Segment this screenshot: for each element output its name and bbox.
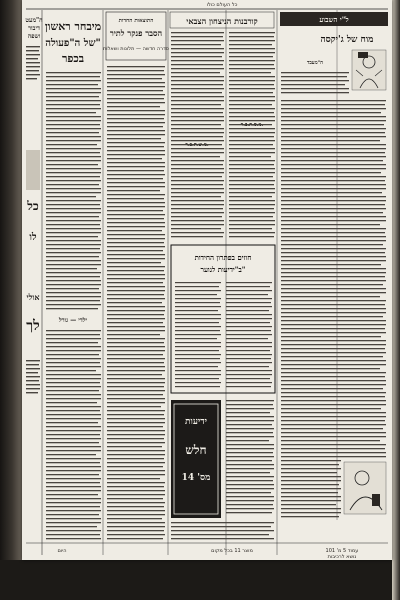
body-text-col3 (171, 32, 224, 237)
body-text-col4 (229, 32, 275, 237)
footer-ad-left: מוצר 11 בכל מקום (211, 548, 253, 554)
right-headline: מוח של ג'יקסה (320, 35, 374, 45)
far-left-ad-2: לו (29, 232, 37, 243)
far-left-title-1: ה"מעט (25, 17, 43, 24)
footer-right: עמוד 5 מ' 101 (325, 548, 359, 554)
far-left-text-lines (26, 46, 40, 393)
promo-brand: ידיעות (185, 417, 207, 427)
puzzle-box-lists (175, 282, 272, 387)
body-text-left-lower (46, 330, 101, 539)
center-headline: קורבנות הניצחון הצבאי (186, 16, 258, 26)
far-left-ad-3: אולי (26, 292, 40, 302)
scan-background (0, 560, 400, 600)
body-text-left (46, 72, 101, 309)
feature-left-headline (45, 20, 101, 65)
far-left-strip (25, 17, 43, 393)
promo-tag: מס' 14 (181, 473, 211, 483)
right-top-label-2: ה"מעבד (306, 60, 324, 66)
footer-left: היום (57, 548, 67, 554)
promo-sub: חלש (185, 443, 207, 457)
banner-subtitle: סדרה חדשה — תלונות ושאלות (102, 46, 170, 52)
center-subhead-1: מ.ש.ת.ב.ר. (185, 142, 209, 148)
right-top-label: ל"י השבוע (319, 15, 349, 24)
puzzle-box-title-2: ב"ידיעות לנוער" (200, 265, 246, 274)
far-left-title-3: ושפה (27, 33, 41, 40)
feature-headline-1: מיבחר ראשון (44, 20, 102, 33)
far-left-ad-1: כל (27, 199, 39, 213)
next-page-edge (392, 0, 400, 600)
book-binding (0, 0, 22, 600)
body-text-right (281, 72, 386, 517)
puzzle-box-title-1: חוזים בפתרון החידות (194, 253, 252, 262)
feature-headline-2: של ה"פעולה" (45, 38, 101, 49)
page-layout (22, 0, 392, 560)
newspaper-page (22, 0, 392, 560)
feature-headline-3: בכפר (61, 52, 85, 65)
running-head: כל העולם כולו (206, 2, 238, 8)
far-left-ad-block (26, 150, 40, 190)
banner-line-2: הסבר פנקר לתיר (109, 28, 163, 38)
cartoon-illustration (352, 50, 386, 90)
body-text-col2 (107, 66, 165, 539)
center-subhead-2: מ.ס.ת.ב.ר. (240, 122, 264, 128)
left-subheading: ילדי — גורל (58, 317, 88, 324)
lower-illustration (344, 462, 386, 514)
far-left-ad-4: לך (26, 318, 40, 334)
banner-line-1: התוצאות החדות (118, 18, 154, 24)
footer-ad-right: נושא לרכיבות (327, 554, 357, 560)
far-left-title-2: דיבור (28, 25, 40, 32)
